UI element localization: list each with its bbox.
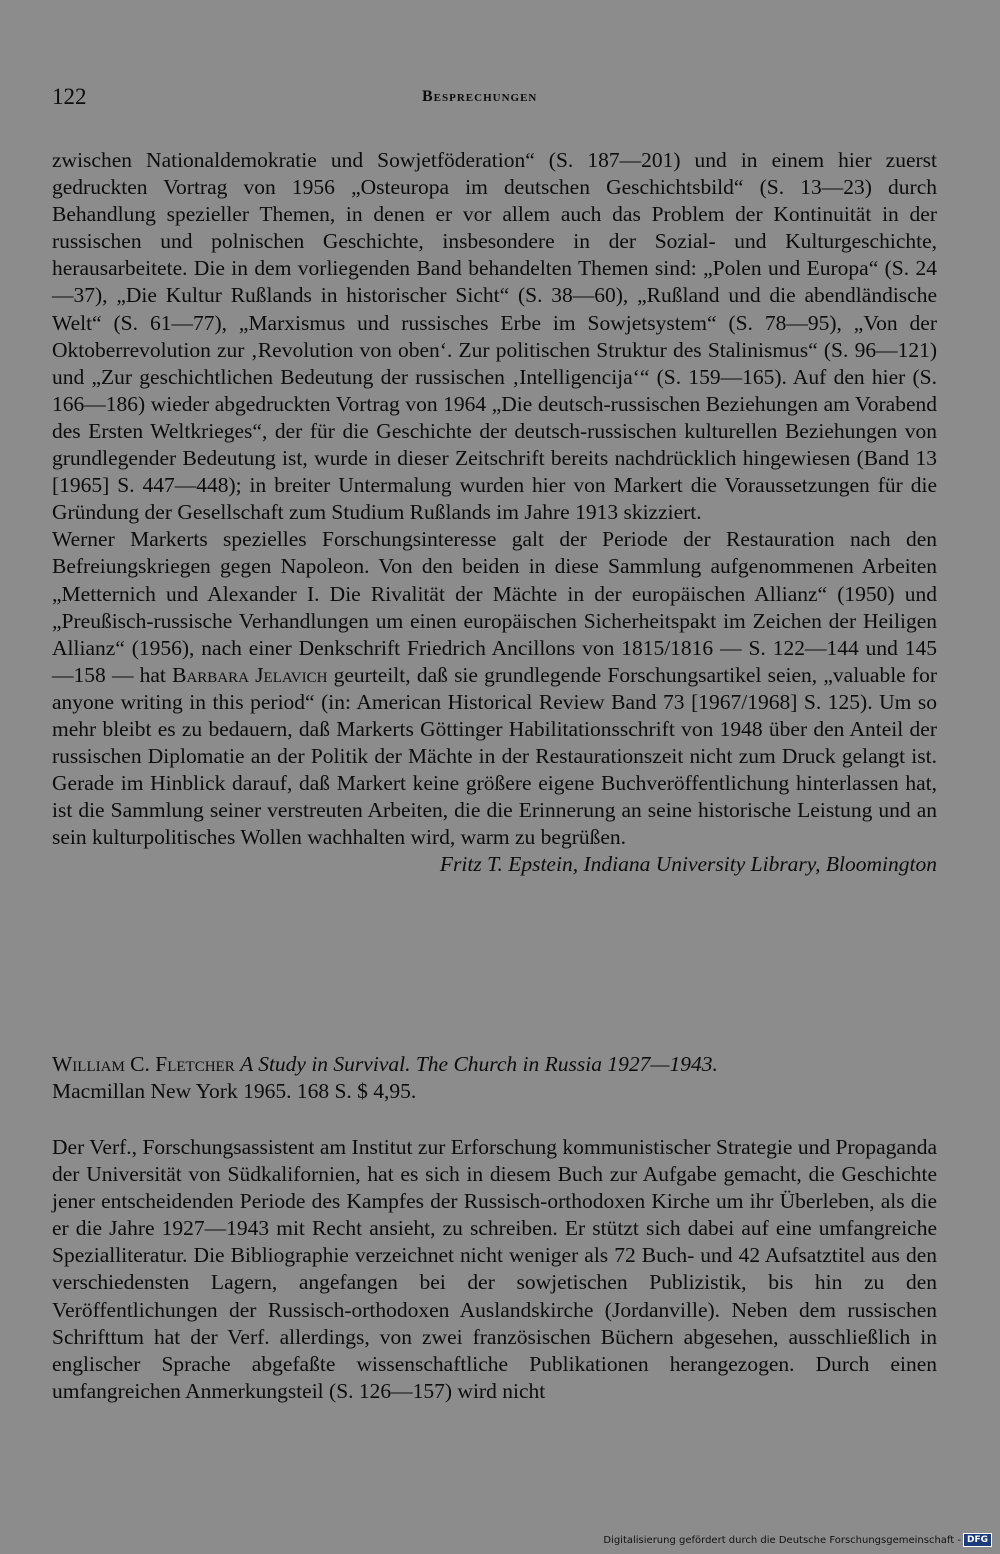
review-1-paragraph-2 [52, 526, 937, 851]
review-1-body [52, 147, 937, 879]
digitization-credit [603, 1532, 992, 1548]
book-author: William C. Fletcher [52, 1052, 235, 1076]
running-head: Besprechungen [422, 88, 538, 105]
page-header [52, 84, 937, 118]
reviewer-signature: Fritz T. Epstein, Indiana University Library, Bloomington [439, 852, 937, 877]
review-2-paragraph-1: Der Verf., Forschungsassistent am Institut zur Erforschung kommunistischer Strategie und Propaganda der Universität von Südkalifornien, hat es sich in diesem Buch zur Aufgabe gemacht, die Geschichte jener entscheidenden Periode des Kampfes der Russisch-orthodoxen Kirche um ihr Überleben, als die er die Jahre 1927—1943 mit Recht ansieht, zu schreiben. Er stützt sich dabei auf eine umfangreiche Spezialliteratur. Die Bibliographie verzeichnet nicht weniger als 72 Buch- und 42 Aufsatztitel aus den verschiedensten Lagern, angefangen bei der sowjetischen Publizistik, bis hin zu den Veröffentlichungen der Russisch-orthodoxen Auslandskirche (Jordanville). Neben dem russischen Schrifttum hat der Verf. allerdings, von zwei französischen Büchern abgesehen, ausschließlich in englischer Sprache abgefaßte wissenschaftliche Publikationen herangezogen. Durch einen umfangreichen Anmerkungsteil (S. 126—157) wird nicht [52, 1135, 937, 1403]
dfg-logo: DFG [963, 1533, 992, 1547]
page-number: 122 [52, 84, 87, 109]
book-publication: Macmillan New York 1965. 168 S. $ 4,95. [52, 1079, 417, 1104]
review-1-paragraph-2-part-1: Werner Markerts spezielles Forschungsinteresse galt der Periode der Restauration nach den Befreiungskriegen gegen Napoleon. Von den beiden in diese Sammlung aufgenommenen Arbeiten „Metternich und Alexander I. Die Rivalität der Mächte in der europäischen Allianz“ (1950) und „Preußisch-russische Verhandlungen um einen europäischen Sicherheitspakt im Zeichen der Heiligen Allianz“ (1956), nach einer Denkschrift Friedrich Ancillons von 1815/1816 — S. 122—144 und 145—158 — hat [52, 527, 937, 687]
review-1-paragraph-2-part-2: geurteilt, daß sie grundlegende Forschungsartikel seien, „valuable for anyone writing in this period“ (in: American Historical Review Band 73 [1967/1968] S. 125). Um so mehr bleibt es zu bedauern, daß Markerts Göttinger Habilitationsschrift von 1948 über den Anteil der russischen Diplomatie an der Politik der Mächte in der Restaurationszeit nicht zum Druck gelangt ist. Gerade im Hinblick darauf, daß Markert keine größere eigene Buchveröffentlichung hinterlassen hat, ist die Sammlung seiner verstreuten Arbeiten, die die Erinnerung an seine historische Leistung und an sein kulturpolitisches Wollen wachhalten wird, warm zu begrüßen. [52, 662, 937, 850]
book-entry [52, 1051, 937, 1105]
review-2-body [52, 1134, 937, 1405]
credit-text: Digitalisierung gefördert durch die Deutsche Forschungsgemeinschaft - [603, 1534, 961, 1546]
review-1-paragraph-1: zwischen Nationaldemokratie und Sowjetföderation“ (S. 187—201) und in einem hier zuerst gedruckten Vortrag von 1956 „Osteuropa im deutschen Geschichtsbild“ (S. 13—23) durch Behandlung spezieller Themen, in denen er vor allem auch das Problem der Kontinuität in der russischen und polnischen Geschichte, insbesondere in der Sozial- und Kulturgeschichte, herausarbeitete. Die in dem vorliegenden Band behandelten Themen sind: „Polen und Europa“ (S. 24—37), „Die Kultur Rußlands in historischer Sicht“ (S. 38—60), „Rußland und die abendländische Welt“ (S. 61—77), „Marxismus und russisches Erbe im Sowjetsystem“ (S. 78—95), „Von der Oktoberrevolution zur ‚Revolution von oben‘. Zur politischen Struktur des Stalinismus“ (S. 96—121) und „Zur geschichtlichen Bedeutung der russischen ‚Intelligencija‘“ (S. 159—165). Auf den hier (S. 166—186) wieder abgedruckten Vortrag von 1964 „Die deutsch-russischen Beziehungen am Vorabend des Ersten Weltkrieges“, der für die Geschichte der deutsch-russischen kulturellen Beziehungen von grundlegender Bedeutung ist, wurde in dieser Zeitschrift bereits nachdrücklich hingewiesen (Band 13 [1965] S. 447—448); in breiter Untermalung wurden hier von Markert die Voraussetzungen für die Gründung der Gesellschaft zum Studium Rußlands im Jahre 1913 skizziert. [52, 148, 937, 525]
cited-author-name: Barbara Jelavich [172, 662, 328, 687]
book-citation [52, 1051, 937, 1078]
book-title: A Study in Survival. The Church in Russia 1927—1943. [240, 1052, 718, 1076]
